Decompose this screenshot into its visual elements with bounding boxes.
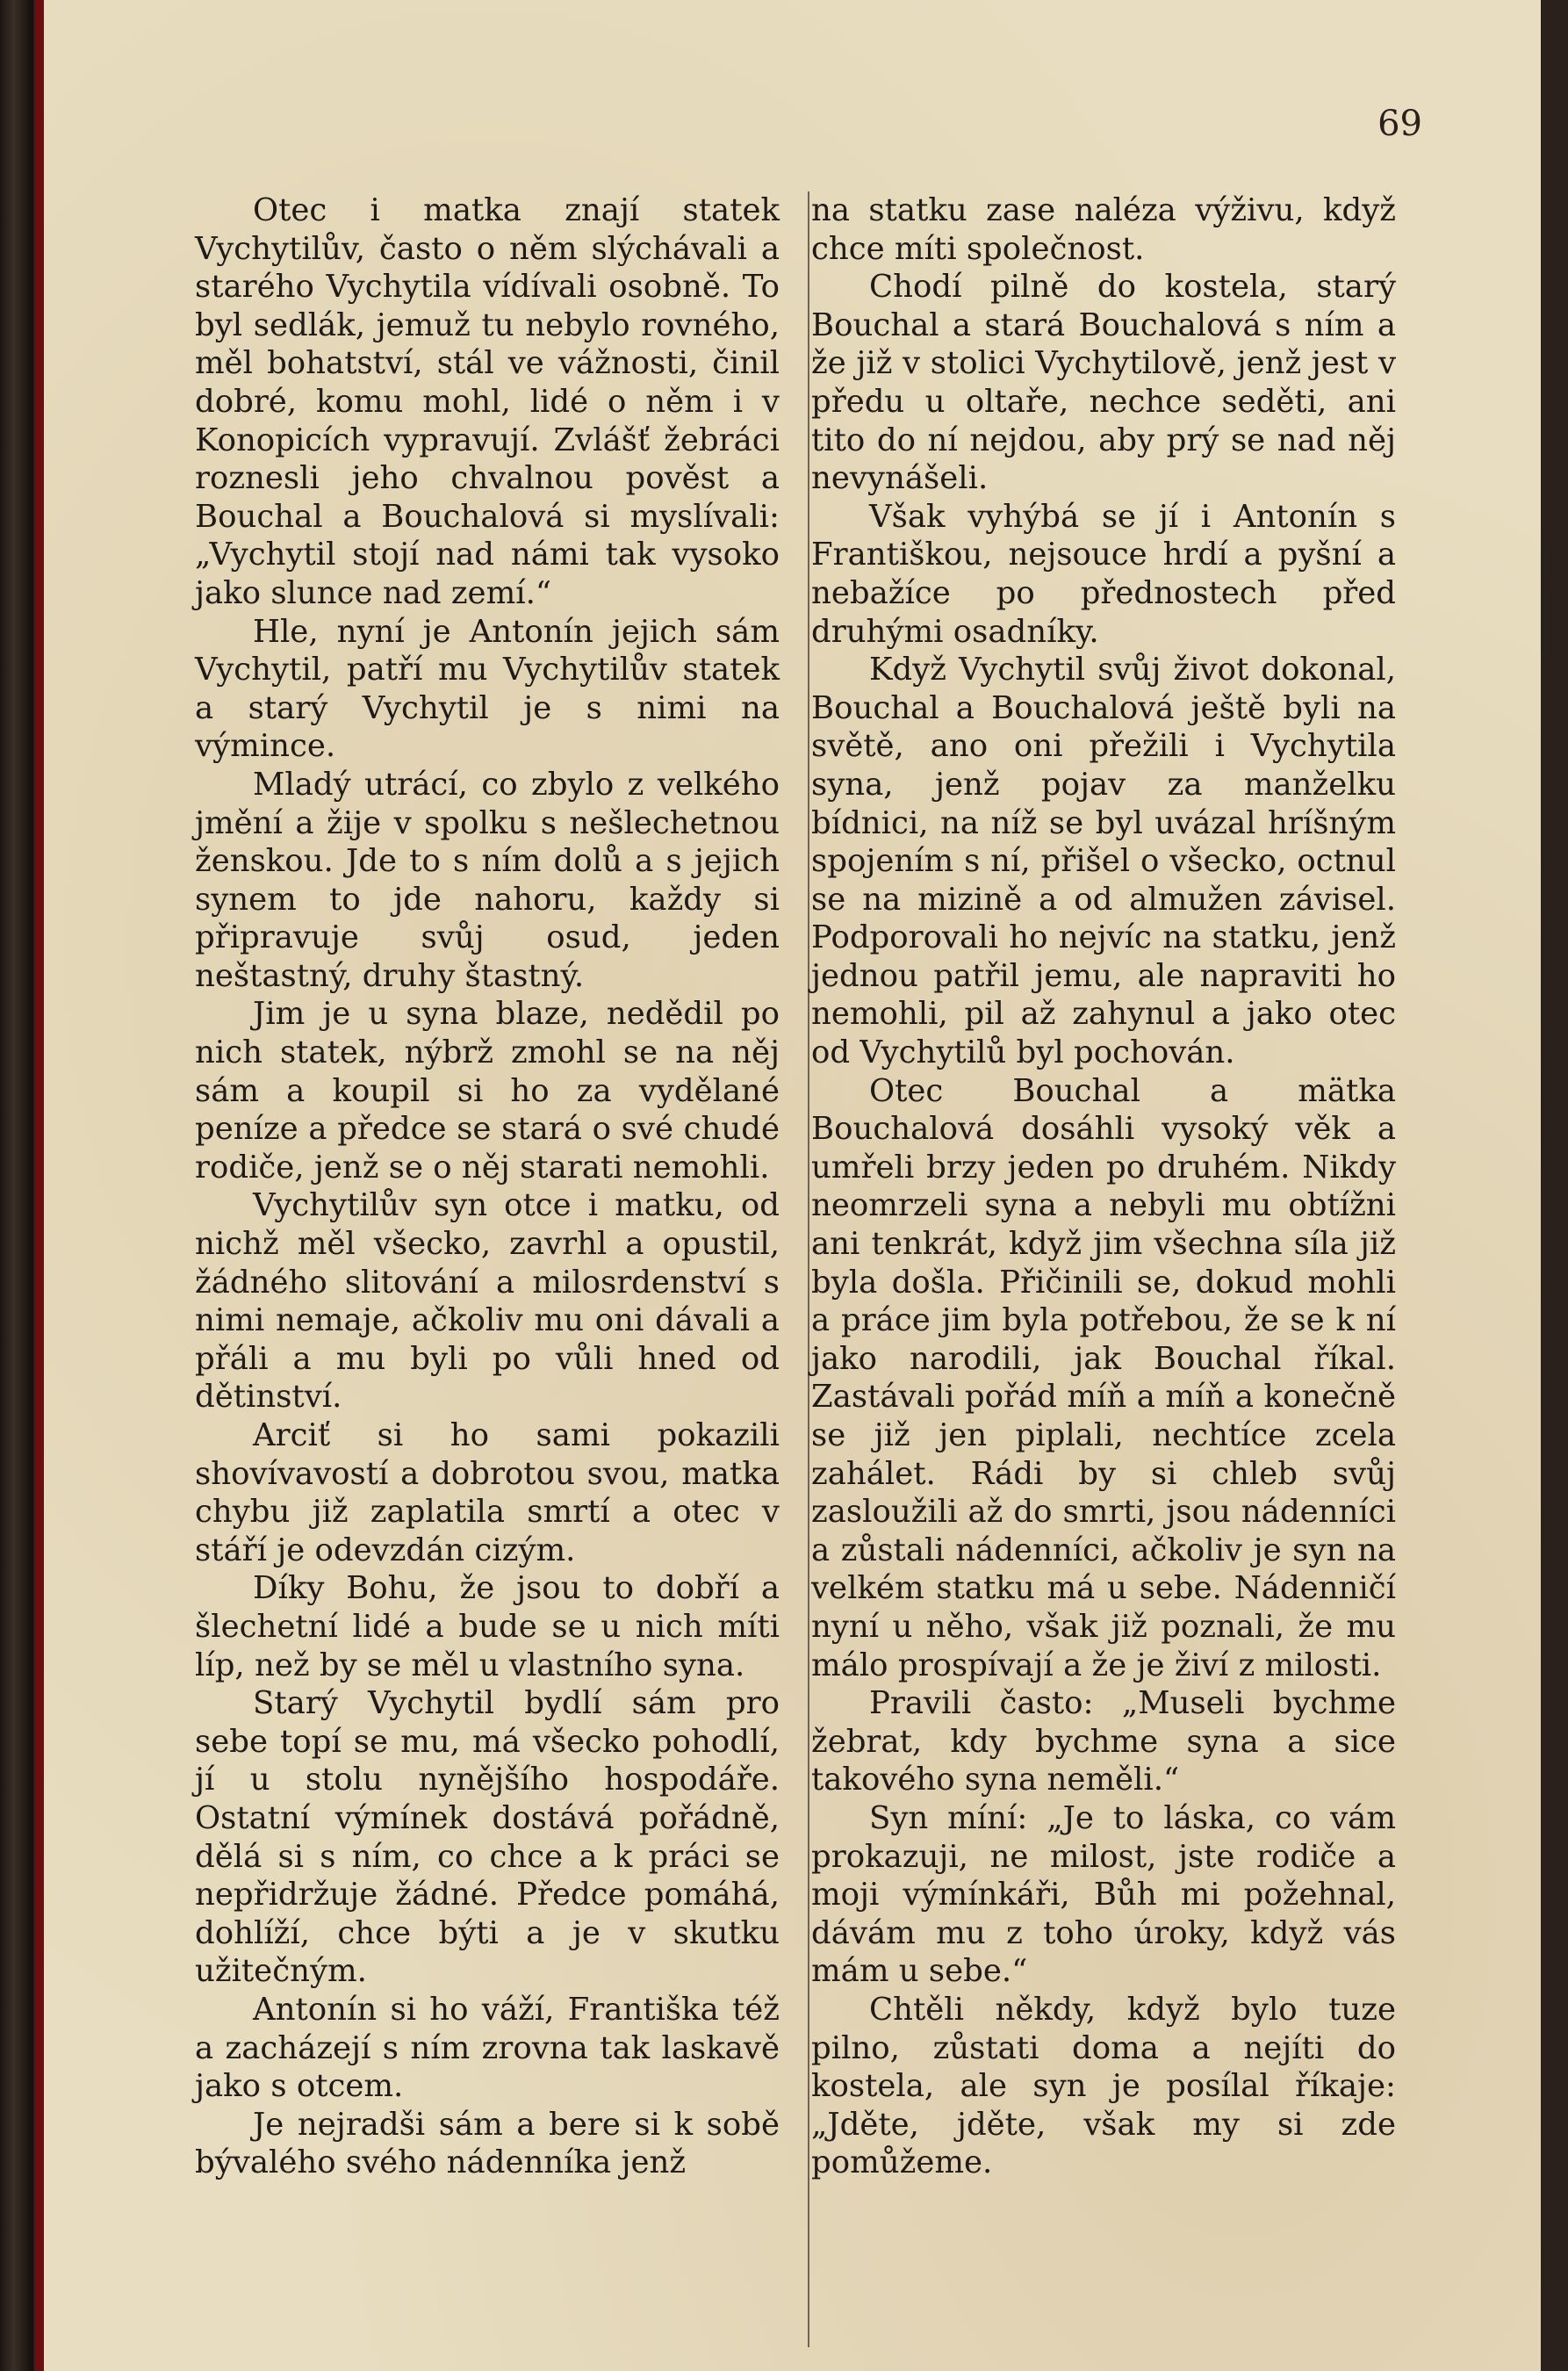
paragraph: Syn míní: „Je to láska, co vám prokazuji, ne milost, jste rodiče a moji výmínkáři, Bůh mi požehnal, dávám mu z toho úroky, když vás mám u sebe.“	[811, 1799, 1396, 1990]
paragraph: Vychytilův syn otce i matku, od nichž měl všecko, zavrhl a opustil, žádného slitování a milosrdenství s nimi nemaje, ačkoliv mu oni dávali a přáli a mu byli po vůli hned od dětinství.	[195, 1187, 780, 1416]
paragraph: Hle, nyní je Antonín jejich sám Vychytil, patří mu Vychytilův statek a starý Vychytil je s nimi na výmince.	[195, 613, 780, 765]
page-edge	[35, 0, 44, 2371]
paragraph: Chodí pilně do kostela, starý Bouchal a stará Bouchalová s ním a že již v stolici Vychytilově, jenž jest v předu u oltaře, nechce seděti, ani tito do ní nejdou, aby prý se nad něj nevynášeli.	[811, 269, 1396, 497]
paragraph: Antonín si ho váží, Františka též a zacházejí s ním zrovna tak laskavě jako s otcem.	[195, 1991, 780, 2105]
paragraph: Arciť si ho sami pokazili shovívavostí a dobrotou svou, matka chybu již zaplatila smrtí a otec v stáří je odevzdán cizým.	[195, 1417, 780, 1568]
page-number: 69	[1377, 104, 1422, 144]
paragraph: Mladý utrácí, co zbylo z velkého jmění a žije v spolku s nešlechetnou ženskou. Jde to s ním dolů a s jejich synem to jde nahoru, každy si připravuje svůj osud, jeden neštastný, druhy štastný.	[195, 766, 780, 994]
paragraph: Chtěli někdy, když bylo tuze pilno, zůstati doma a nejíti do kostela, ale syn je posílal říkaje: „Jděte, jděte, však my si zde pomůžeme.	[811, 1991, 1396, 2181]
book-spine	[0, 0, 33, 2371]
paragraph: na statku zase naléza výživu, když chce míti společnost.	[811, 192, 1396, 267]
paragraph: Otec i matka znají statek Vychytilův, často o něm slýchávali a starého Vychytila vídívali osobně. To byl sedlák, jemuž tu nebylo rovného, měl bohatství, stál ve vážnosti, činil dobré, komu mohl, lidé o něm i v Konopicích vypravují. Zvlášť žebráci roznesli jeho chvalnou pověst a Bouchal a Bouchalová si myslívali: „Vychytil stojí nad námi tak vysoko jako slunce nad zemí.“	[195, 192, 780, 611]
right-column	[811, 191, 1396, 2182]
paragraph: Díky Bohu, že jsou to dobří a šlechetní lidé a bude se u nich míti líp, než by se měl u vlastního syna.	[195, 1570, 780, 1683]
paragraph: Otec Bouchal a mätka Bouchalová dosáhli vysoký věk a umřeli brzy jeden po druhém. Nikdy neomrzeli syna a nebyli mu obtížni ani tenkrát, když jim všechna síla již byla došla. Přičinili se, dokud mohli a práce jim byla potřebou, že se k ní jako narodili, jak Bouchal říkal. Zastávali pořád míň a míň a konečně se již jen piplali, nechtíce zcela zahálet. Rádi by si chleb svůj zasloužili až do smrti, jsou nádenníci a zůstali nádenníci, ačkoliv je syn na velkém statku má u sebe. Nádenničí nyní u něho, však již poznali, že mu málo prospívají a že je živí z milosti.	[811, 1072, 1396, 1683]
paragraph: Starý Vychytil bydlí sám pro sebe topí se mu, má všecko pohodlí, jí u stolu nynějšího hospodáře. Ostatní výmínek dostává pořádně, dělá si s ním, co chce a k práci se nepřidržuje žádné. Předce pomáhá, dohlíží, chce býti a je v skutku užitečným.	[195, 1685, 780, 1990]
paragraph: Je nejradši sám a bere si k sobě bývalého svého nádenníka jenž	[195, 2106, 780, 2181]
paragraph: Jim je u syna blaze, nedědil po nich statek, nýbrž zmohl se na něj sám a koupil si ho za vydělané peníze a předce se stará o své chudé rodiče, jenž se o něj starati nemohli.	[195, 996, 780, 1186]
paragraph: Však vyhýbá se jí i Antonín s Františkou, nejsouce hrdí a pyšní a nebažíce po přednostech před druhými osadníky.	[811, 498, 1396, 650]
paragraph: Když Vychytil svůj život dokonal, Bouchal a Bouchalová ještě byli na světě, ano oni přežili i Vychytila syna, jenž pojav za manželku bídnici, na níž se byl uvázal hríšným spojením s ní, přišel o všecko, octnul se na mizině a od almužen závisel. Podporovali ho nejvíc na statku, jenž jednou patřil jemu, ale napraviti ho nemohli, pil až zahynul a jako otec od Vychytilů byl pochován.	[811, 652, 1396, 1071]
paragraph: Pravili často: „Museli bychme žebrat, kdy bychme syna a sice takového syna neměli.“	[811, 1685, 1396, 1798]
left-column	[195, 191, 780, 2182]
book-page	[35, 0, 1541, 2371]
column-divider	[808, 191, 809, 2347]
